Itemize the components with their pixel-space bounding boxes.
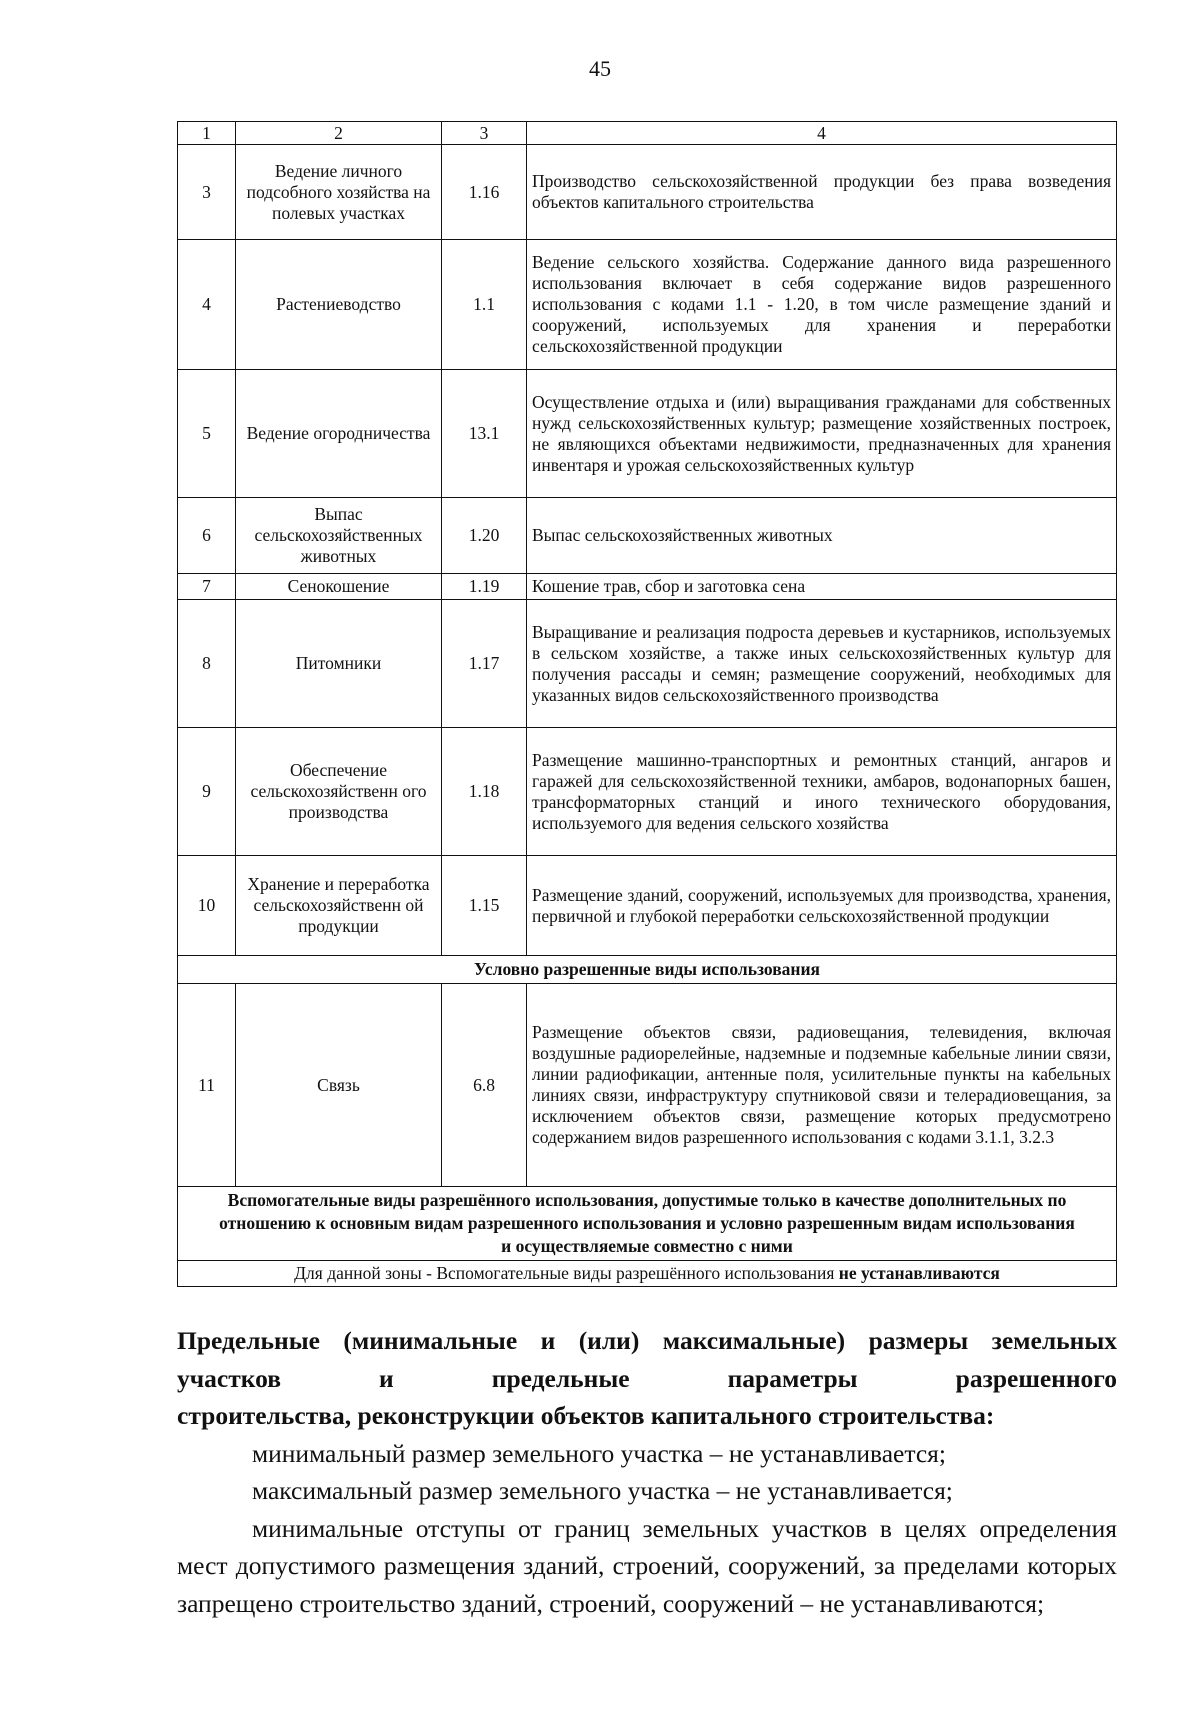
row-number: 7 — [178, 574, 236, 600]
land-use-name: Обеспечение сельскохозяйственн ого производства — [236, 728, 442, 856]
section-row — [178, 956, 1117, 984]
parameters-heading — [177, 1322, 1117, 1435]
land-use-code: 1.16 — [442, 145, 527, 240]
section-row — [178, 1187, 1117, 1261]
auxiliary-note-text: Для данной зоны - Вспомогательные виды разрешённого использования — [294, 1263, 839, 1283]
land-use-description: Выращивание и реализация подроста деревьев и кустарников, используемых в сельском хозяйстве, а также иных сельскохозяйственных культур для получения рассады и семян; размещение сооружений, необходимых для указанных видов сельскохозяйственного производства — [527, 600, 1117, 728]
land-use-code: 1.15 — [442, 856, 527, 956]
row-number: 11 — [178, 984, 236, 1187]
heading-line-2: строительства, реконструкции объектов капитального строительства: — [177, 1401, 995, 1430]
auxiliary-note-bold: не устанавливаются — [838, 1263, 1000, 1283]
land-use-code: 6.8 — [442, 984, 527, 1187]
land-use-code: 13.1 — [442, 370, 527, 498]
auxiliary-note — [178, 1261, 1117, 1287]
table-row — [178, 600, 1117, 728]
table-row — [178, 240, 1117, 370]
header-cell: 2 — [236, 122, 442, 145]
row-number: 9 — [178, 728, 236, 856]
land-use-code: 1.20 — [442, 498, 527, 574]
land-use-description: Размещение машинно-транспортных и ремонтных станций, ангаров и гаражей для сельскохозяйственной техники, амбаров, водонапорных башен, трансформаторных станций и иного технического оборудования, используемого для ведения сельского хозяйства — [527, 728, 1117, 856]
header-cell: 3 — [442, 122, 527, 145]
table-row — [178, 984, 1117, 1187]
note-row — [178, 1261, 1117, 1287]
land-use-name: Ведение личного подсобного хозяйства на полевых участках — [236, 145, 442, 240]
land-use-name: Растениеводство — [236, 240, 442, 370]
land-use-name: Связь — [236, 984, 442, 1187]
table-row — [178, 145, 1117, 240]
table-row — [178, 574, 1117, 600]
section-title-conditional: Условно разрешенные виды использования — [178, 956, 1117, 984]
land-use-description: Выпас сельскохозяйственных животных — [527, 498, 1117, 574]
table-row — [178, 498, 1117, 574]
land-use-description: Ведение сельского хозяйства. Содержание данного вида разрешенного использования включает в себя содержание видов разрешенного использования с кодами 1.1 - 1.20, в том числе размещение зданий и сооружений, используемых для хранения и переработки сельскохозяйственной продукции — [527, 240, 1117, 370]
header-cell: 4 — [527, 122, 1117, 145]
land-use-name: Питомники — [236, 600, 442, 728]
paragraph-min-size: минимальный размер земельного участка – не устанавливается; — [252, 1438, 946, 1468]
land-use-name: Хранение и переработка сельскохозяйственн ой продукции — [236, 856, 442, 956]
paragraph-max-size: максимальный размер земельного участка – не устанавливается; — [252, 1476, 953, 1505]
row-number: 3 — [178, 145, 236, 240]
parameters-section — [177, 1322, 1117, 1622]
land-use-code: 1.18 — [442, 728, 527, 856]
row-number: 10 — [178, 856, 236, 956]
land-use-description: Производство сельскохозяйственной продукции без права возведения объектов капитального строительства — [527, 145, 1117, 240]
land-use-table — [177, 121, 1117, 1287]
land-use-name: Сенокошение — [236, 574, 442, 600]
page-number: 45 — [589, 56, 611, 81]
table-row — [178, 370, 1117, 498]
row-number: 5 — [178, 370, 236, 498]
land-use-description: Размещение объектов связи, радиовещания, телевидения, включая воздушные радиорелейные, надземные и подземные кабельные линии связи, линии радиофикации, антенные поля, усилительные пункты на кабельных линиях связи, инфраструктуру спутниковой связи и телерадиовещания, за исключением объектов связи, размещение которых предусмотрено содержанием видов разрешенного использования с кодами 3.1.1, 3.2.3 — [527, 984, 1117, 1187]
land-use-code: 1.1 — [442, 240, 527, 370]
land-use-description: Осуществление отдыха и (или) выращивания гражданами для собственных нужд сельскохозяйственных культур; размещение хозяйственных построек, не являющихся объектами недвижимости, предназначенных для хранения инвентаря и урожая сельскохозяйственных культур — [527, 370, 1117, 498]
section-title-auxiliary: Вспомогательные виды разрешённого использования, допустимые только в качестве дополнительных по отношению к основным видам разрешенного использования и условно разрешенным видам использования и осуществляемые совместно с ними — [178, 1187, 1117, 1261]
land-use-name: Выпас сельскохозяйственных животных — [236, 498, 442, 574]
land-use-code: 1.19 — [442, 574, 527, 600]
row-number: 8 — [178, 600, 236, 728]
paragraph-setbacks: минимальные отступы от границ земельных участков в целях определения мест допустимого размещения зданий, строений, сооружений, за пределами которых запрещено строительство зданий, строений, сооружений – не устанавливаются; — [177, 1513, 1117, 1618]
heading-line-1: Предельные (минимальные и (или) максимальные) размеры земельных участков и предельные параметры разрешенного — [177, 1326, 1117, 1393]
land-use-name: Ведение огородничества — [236, 370, 442, 498]
table-row — [178, 728, 1117, 856]
land-use-description: Размещение зданий, сооружений, используемых для производства, хранения, первичной и глубокой переработки сельскохозяйственной продукции — [527, 856, 1117, 956]
table-header-row — [178, 122, 1117, 145]
land-use-code: 1.17 — [442, 600, 527, 728]
header-cell: 1 — [178, 122, 236, 145]
table-row — [178, 856, 1117, 956]
row-number: 4 — [178, 240, 236, 370]
land-use-description: Кошение трав, сбор и заготовка сена — [527, 574, 1117, 600]
row-number: 6 — [178, 498, 236, 574]
